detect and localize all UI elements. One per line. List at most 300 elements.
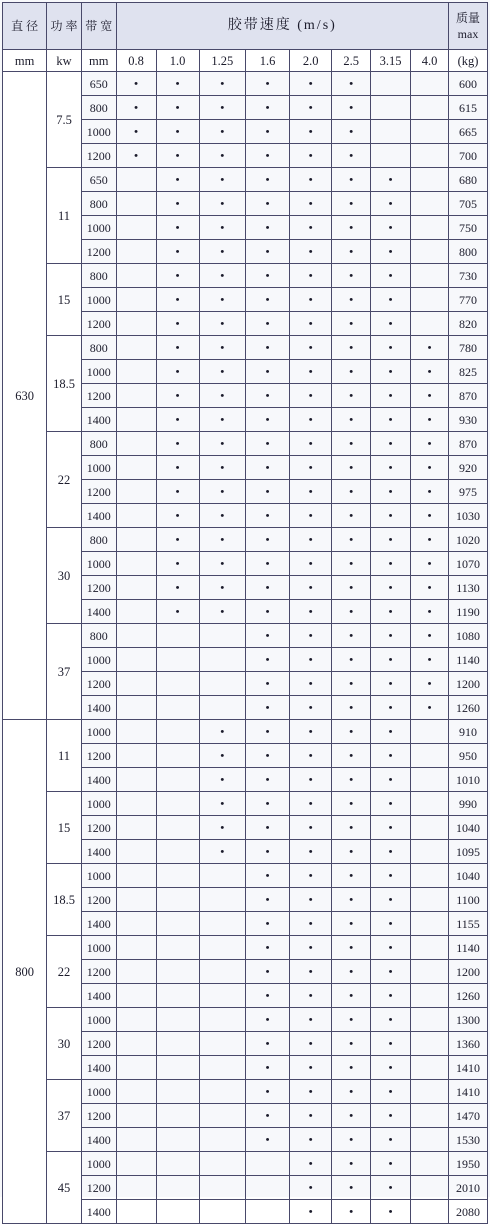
- availability-dot-icon: •: [349, 990, 354, 1002]
- speed-availability-cell: [156, 792, 199, 816]
- availability-dot-icon: •: [308, 654, 313, 666]
- belt-width-cell: 800: [81, 528, 116, 552]
- speed-availability-cell: [411, 1176, 449, 1200]
- availability-dot-icon: •: [349, 1206, 354, 1218]
- speed-availability-cell: [290, 336, 332, 360]
- availability-dot-icon: •: [175, 606, 180, 618]
- belt-width-cell: 1200: [81, 672, 116, 696]
- availability-dot-icon: •: [388, 270, 393, 282]
- availability-dot-icon: •: [265, 966, 270, 978]
- speed-availability-cell: [156, 72, 199, 96]
- speed-availability-cell: [199, 96, 245, 120]
- motor-power-cell: 22: [47, 432, 82, 528]
- speed-availability-cell: [156, 696, 199, 720]
- availability-dot-icon: •: [220, 558, 225, 570]
- belt-width-cell: 1200: [81, 1176, 116, 1200]
- belt-width-cell: 1400: [81, 984, 116, 1008]
- availability-dot-icon: •: [308, 414, 313, 426]
- speed-availability-cell: [290, 264, 332, 288]
- speed-availability-cell: [156, 216, 199, 240]
- speed-availability-cell: [290, 840, 332, 864]
- availability-dot-icon: •: [349, 942, 354, 954]
- speed-availability-cell: [290, 1008, 332, 1032]
- speed-availability-cell: [371, 1152, 411, 1176]
- speed-availability-cell: [199, 1032, 245, 1056]
- speed-availability-cell: [411, 96, 449, 120]
- speed-availability-cell: [290, 1080, 332, 1104]
- speed-2-0-header: 2.0: [290, 50, 332, 72]
- mass-cell: 800: [448, 240, 487, 264]
- table-row: [3, 720, 488, 744]
- speed-availability-cell: [116, 768, 156, 792]
- availability-dot-icon: •: [265, 726, 270, 738]
- availability-dot-icon: •: [388, 918, 393, 930]
- speed-availability-cell: [290, 552, 332, 576]
- speed-availability-cell: [199, 336, 245, 360]
- availability-dot-icon: •: [175, 246, 180, 258]
- availability-dot-icon: •: [265, 438, 270, 450]
- availability-dot-icon: •: [349, 1038, 354, 1050]
- speed-availability-cell: [371, 768, 411, 792]
- availability-dot-icon: •: [220, 294, 225, 306]
- belt-width-cell: 1000: [81, 360, 116, 384]
- availability-dot-icon: •: [308, 774, 313, 786]
- availability-dot-icon: •: [220, 510, 225, 522]
- speed-availability-cell: [411, 336, 449, 360]
- availability-dot-icon: •: [388, 462, 393, 474]
- speed-availability-cell: [116, 72, 156, 96]
- speed-availability-cell: [199, 1056, 245, 1080]
- mass-cell: 780: [448, 336, 487, 360]
- speed-availability-cell: [116, 624, 156, 648]
- speed-availability-cell: [245, 720, 289, 744]
- speed-availability-cell: [371, 1176, 411, 1200]
- availability-dot-icon: •: [388, 1182, 393, 1194]
- availability-dot-icon: •: [427, 702, 432, 714]
- speed-availability-cell: [116, 792, 156, 816]
- mass-cell: 1070: [448, 552, 487, 576]
- motor-power-cell: 18.5: [47, 336, 82, 432]
- speed-availability-cell: [199, 528, 245, 552]
- speed-availability-cell: [116, 1056, 156, 1080]
- speed-availability-cell: [116, 744, 156, 768]
- speed-availability-cell: [290, 1176, 332, 1200]
- speed-availability-cell: [156, 576, 199, 600]
- availability-dot-icon: •: [427, 414, 432, 426]
- availability-dot-icon: •: [308, 294, 313, 306]
- speed-availability-cell: [290, 912, 332, 936]
- speed-availability-cell: [116, 384, 156, 408]
- speed-availability-cell: [411, 360, 449, 384]
- availability-dot-icon: •: [388, 630, 393, 642]
- speed-availability-cell: [156, 408, 199, 432]
- pulley-diameter-cell: 630: [3, 72, 47, 720]
- availability-dot-icon: •: [308, 942, 313, 954]
- availability-dot-icon: •: [388, 606, 393, 618]
- speed-availability-cell: [245, 336, 289, 360]
- availability-dot-icon: •: [349, 606, 354, 618]
- availability-dot-icon: •: [265, 1134, 270, 1146]
- mass-cell: 1260: [448, 696, 487, 720]
- availability-dot-icon: •: [308, 1158, 313, 1170]
- speed-availability-cell: [199, 552, 245, 576]
- speed-availability-cell: [411, 288, 449, 312]
- availability-dot-icon: •: [308, 174, 313, 186]
- availability-dot-icon: •: [265, 1038, 270, 1050]
- availability-dot-icon: •: [308, 1110, 313, 1122]
- speed-availability-cell: [156, 96, 199, 120]
- speed-availability-cell: [371, 408, 411, 432]
- speed-availability-cell: [332, 1152, 371, 1176]
- availability-dot-icon: •: [349, 510, 354, 522]
- availability-dot-icon: •: [134, 150, 138, 162]
- availability-dot-icon: •: [265, 894, 270, 906]
- speed-availability-cell: [371, 912, 411, 936]
- speed-availability-cell: [199, 840, 245, 864]
- availability-dot-icon: •: [265, 558, 270, 570]
- table-row: [3, 168, 488, 192]
- mass-cell: 700: [448, 144, 487, 168]
- availability-dot-icon: •: [265, 318, 270, 330]
- speed-availability-cell: [116, 456, 156, 480]
- availability-dot-icon: •: [134, 126, 138, 138]
- availability-dot-icon: •: [220, 318, 225, 330]
- availability-dot-icon: •: [349, 726, 354, 738]
- table-row: [3, 792, 488, 816]
- speed-availability-cell: [199, 480, 245, 504]
- availability-dot-icon: •: [349, 390, 354, 402]
- availability-dot-icon: •: [349, 846, 354, 858]
- speed-availability-cell: [116, 312, 156, 336]
- belt-width-cell: 1000: [81, 1152, 116, 1176]
- availability-dot-icon: •: [175, 366, 180, 378]
- motor-power-cell: 37: [47, 1080, 82, 1152]
- speed-availability-cell: [116, 1200, 156, 1224]
- speed-availability-cell: [332, 240, 371, 264]
- availability-dot-icon: •: [265, 798, 270, 810]
- availability-dot-icon: •: [308, 750, 313, 762]
- speed-availability-cell: [116, 960, 156, 984]
- availability-dot-icon: •: [349, 702, 354, 714]
- availability-dot-icon: •: [427, 486, 432, 498]
- availability-dot-icon: •: [265, 774, 270, 786]
- speed-availability-cell: [245, 744, 289, 768]
- speed-availability-cell: [116, 96, 156, 120]
- speed-availability-cell: [156, 648, 199, 672]
- speed-availability-cell: [245, 360, 289, 384]
- availability-dot-icon: •: [308, 270, 313, 282]
- speed-1-6-header: 1.6: [245, 50, 289, 72]
- speed-availability-cell: [245, 1200, 289, 1224]
- belt-width-cell: 1000: [81, 456, 116, 480]
- availability-dot-icon: •: [220, 150, 225, 162]
- availability-dot-icon: •: [308, 486, 313, 498]
- belt-width-cell: 1200: [81, 312, 116, 336]
- availability-dot-icon: •: [388, 750, 393, 762]
- diameter-unit-header: mm: [3, 50, 47, 72]
- speed-availability-cell: [371, 1200, 411, 1224]
- availability-dot-icon: •: [349, 318, 354, 330]
- speed-availability-cell: [290, 384, 332, 408]
- speed-availability-cell: [332, 720, 371, 744]
- speed-availability-cell: [199, 72, 245, 96]
- speed-availability-cell: [411, 240, 449, 264]
- speed-availability-cell: [199, 120, 245, 144]
- mass-cell: 1095: [448, 840, 487, 864]
- speed-availability-cell: [290, 96, 332, 120]
- speed-availability-cell: [411, 984, 449, 1008]
- speed-availability-cell: [156, 552, 199, 576]
- availability-dot-icon: •: [308, 630, 313, 642]
- belt-width-cell: 1000: [81, 552, 116, 576]
- availability-dot-icon: •: [427, 342, 432, 354]
- availability-dot-icon: •: [349, 246, 354, 258]
- speed-availability-cell: [116, 936, 156, 960]
- availability-dot-icon: •: [175, 198, 180, 210]
- availability-dot-icon: •: [349, 894, 354, 906]
- availability-dot-icon: •: [265, 414, 270, 426]
- speed-availability-cell: [411, 144, 449, 168]
- belt-width-cell: 1000: [81, 720, 116, 744]
- availability-dot-icon: •: [175, 390, 180, 402]
- speed-availability-cell: [290, 432, 332, 456]
- availability-dot-icon: •: [308, 1062, 313, 1074]
- availability-dot-icon: •: [265, 1110, 270, 1122]
- speed-availability-cell: [411, 912, 449, 936]
- speed-1-25-header: 1.25: [199, 50, 245, 72]
- speed-availability-cell: [411, 672, 449, 696]
- mass-cell: 920: [448, 456, 487, 480]
- availability-dot-icon: •: [134, 102, 138, 114]
- speed-availability-cell: [290, 1032, 332, 1056]
- speed-availability-cell: [411, 888, 449, 912]
- availability-dot-icon: •: [220, 846, 225, 858]
- availability-dot-icon: •: [349, 822, 354, 834]
- availability-dot-icon: •: [220, 102, 225, 114]
- availability-dot-icon: •: [175, 438, 180, 450]
- mass-cell: 990: [448, 792, 487, 816]
- speed-availability-cell: [290, 792, 332, 816]
- speed-availability-cell: [245, 96, 289, 120]
- mass-cell: 1020: [448, 528, 487, 552]
- speed-availability-cell: [332, 1176, 371, 1200]
- availability-dot-icon: •: [349, 558, 354, 570]
- speed-availability-cell: [371, 480, 411, 504]
- availability-dot-icon: •: [388, 1086, 393, 1098]
- speed-availability-cell: [332, 768, 371, 792]
- availability-dot-icon: •: [175, 342, 180, 354]
- availability-dot-icon: •: [220, 534, 225, 546]
- availability-dot-icon: •: [349, 1014, 354, 1026]
- availability-dot-icon: •: [265, 942, 270, 954]
- availability-dot-icon: •: [265, 174, 270, 186]
- speed-availability-cell: [156, 312, 199, 336]
- belt-width-cell: 800: [81, 96, 116, 120]
- speed-availability-cell: [199, 720, 245, 744]
- speed-availability-cell: [245, 216, 289, 240]
- availability-dot-icon: •: [265, 1086, 270, 1098]
- speed-availability-cell: [290, 1128, 332, 1152]
- speed-availability-cell: [199, 384, 245, 408]
- speed-availability-cell: [332, 192, 371, 216]
- speed-availability-cell: [245, 1056, 289, 1080]
- availability-dot-icon: •: [427, 366, 432, 378]
- speed-availability-cell: [156, 168, 199, 192]
- speed-availability-cell: [411, 120, 449, 144]
- belt-width-cell: 1000: [81, 216, 116, 240]
- availability-dot-icon: •: [308, 150, 313, 162]
- speed-availability-cell: [411, 576, 449, 600]
- speed-availability-cell: [116, 552, 156, 576]
- availability-dot-icon: •: [349, 1134, 354, 1146]
- speed-availability-cell: [332, 864, 371, 888]
- availability-dot-icon: •: [220, 198, 225, 210]
- speed-availability-cell: [332, 600, 371, 624]
- speed-availability-cell: [116, 840, 156, 864]
- availability-dot-icon: •: [388, 342, 393, 354]
- speed-availability-cell: [332, 264, 371, 288]
- speed-availability-cell: [156, 336, 199, 360]
- speed-availability-cell: [371, 648, 411, 672]
- availability-dot-icon: •: [265, 486, 270, 498]
- speed-availability-cell: [156, 240, 199, 264]
- belt-width-cell: 800: [81, 432, 116, 456]
- availability-dot-icon: •: [308, 222, 313, 234]
- speed-availability-cell: [411, 72, 449, 96]
- belt-width-cell: 1000: [81, 648, 116, 672]
- availability-dot-icon: •: [349, 582, 354, 594]
- speed-availability-cell: [245, 480, 289, 504]
- availability-dot-icon: •: [265, 1062, 270, 1074]
- speed-availability-cell: [411, 528, 449, 552]
- table-row: [3, 864, 488, 888]
- speed-availability-cell: [156, 816, 199, 840]
- availability-dot-icon: •: [308, 198, 313, 210]
- speed-availability-cell: [116, 480, 156, 504]
- belt-width-cell: 1000: [81, 864, 116, 888]
- speed-availability-cell: [290, 600, 332, 624]
- availability-dot-icon: •: [308, 534, 313, 546]
- belt-width-cell: 650: [81, 72, 116, 96]
- availability-dot-icon: •: [349, 198, 354, 210]
- speed-availability-cell: [199, 864, 245, 888]
- availability-dot-icon: •: [220, 270, 225, 282]
- availability-dot-icon: •: [349, 78, 354, 90]
- speed-availability-cell: [411, 936, 449, 960]
- availability-dot-icon: •: [220, 462, 225, 474]
- mass-cell: 870: [448, 432, 487, 456]
- availability-dot-icon: •: [308, 1014, 313, 1026]
- speed-availability-cell: [332, 480, 371, 504]
- table-row: [3, 72, 488, 96]
- availability-dot-icon: •: [308, 558, 313, 570]
- speed-availability-cell: [199, 792, 245, 816]
- speed-availability-cell: [371, 504, 411, 528]
- speed-availability-cell: [371, 792, 411, 816]
- availability-dot-icon: •: [388, 1038, 393, 1050]
- speed-availability-cell: [371, 1008, 411, 1032]
- speed-availability-cell: [199, 576, 245, 600]
- speed-2-5-header: 2.5: [332, 50, 371, 72]
- availability-dot-icon: •: [265, 1014, 270, 1026]
- speed-availability-cell: [156, 888, 199, 912]
- speed-availability-cell: [411, 1008, 449, 1032]
- speed-availability-cell: [116, 888, 156, 912]
- power-unit-header: kw: [47, 50, 82, 72]
- speed-availability-cell: [156, 1128, 199, 1152]
- speed-availability-cell: [199, 1152, 245, 1176]
- speed-availability-cell: [411, 216, 449, 240]
- availability-dot-icon: •: [388, 534, 393, 546]
- belt-width-cell: 1400: [81, 1128, 116, 1152]
- speed-availability-cell: [332, 528, 371, 552]
- speed-availability-cell: [156, 1008, 199, 1032]
- speed-availability-cell: [245, 888, 289, 912]
- speed-availability-cell: [245, 168, 289, 192]
- speed-availability-cell: [199, 888, 245, 912]
- availability-dot-icon: •: [308, 966, 313, 978]
- availability-dot-icon: •: [308, 318, 313, 330]
- speed-availability-cell: [411, 1056, 449, 1080]
- speed-availability-cell: [332, 336, 371, 360]
- speed-availability-cell: [116, 576, 156, 600]
- table-row: [3, 1152, 488, 1176]
- mass-cell: 1140: [448, 936, 487, 960]
- speed-availability-cell: [290, 288, 332, 312]
- speed-availability-cell: [156, 528, 199, 552]
- speed-availability-cell: [371, 456, 411, 480]
- speed-availability-cell: [116, 1104, 156, 1128]
- speed-availability-cell: [245, 456, 289, 480]
- speed-availability-cell: [199, 624, 245, 648]
- availability-dot-icon: •: [308, 918, 313, 930]
- speed-availability-cell: [332, 96, 371, 120]
- speed-availability-cell: [116, 144, 156, 168]
- speed-availability-cell: [199, 912, 245, 936]
- availability-dot-icon: •: [349, 1110, 354, 1122]
- speed-availability-cell: [290, 528, 332, 552]
- speed-availability-cell: [371, 1032, 411, 1056]
- speed-availability-cell: [411, 1128, 449, 1152]
- availability-dot-icon: •: [220, 726, 225, 738]
- mass-cell: 600: [448, 72, 487, 96]
- speed-availability-cell: [199, 312, 245, 336]
- speed-availability-cell: [290, 1104, 332, 1128]
- speed-availability-cell: [199, 144, 245, 168]
- speed-availability-cell: [290, 240, 332, 264]
- availability-dot-icon: •: [308, 510, 313, 522]
- mass-cell: 1040: [448, 816, 487, 840]
- belt-width-cell: 1400: [81, 768, 116, 792]
- speed-availability-cell: [156, 504, 199, 528]
- speed-availability-cell: [371, 696, 411, 720]
- speed-availability-cell: [156, 984, 199, 1008]
- speed-availability-cell: [290, 1152, 332, 1176]
- speed-availability-cell: [371, 888, 411, 912]
- speed-availability-cell: [156, 456, 199, 480]
- availability-dot-icon: •: [175, 462, 180, 474]
- speed-availability-cell: [245, 192, 289, 216]
- speed-availability-cell: [245, 696, 289, 720]
- speed-availability-cell: [245, 840, 289, 864]
- motor-power-cell: 15: [47, 264, 82, 336]
- speed-availability-cell: [116, 816, 156, 840]
- speed-availability-cell: [116, 1128, 156, 1152]
- speed-availability-cell: [290, 768, 332, 792]
- availability-dot-icon: •: [427, 630, 432, 642]
- availability-dot-icon: •: [349, 630, 354, 642]
- availability-dot-icon: •: [175, 102, 180, 114]
